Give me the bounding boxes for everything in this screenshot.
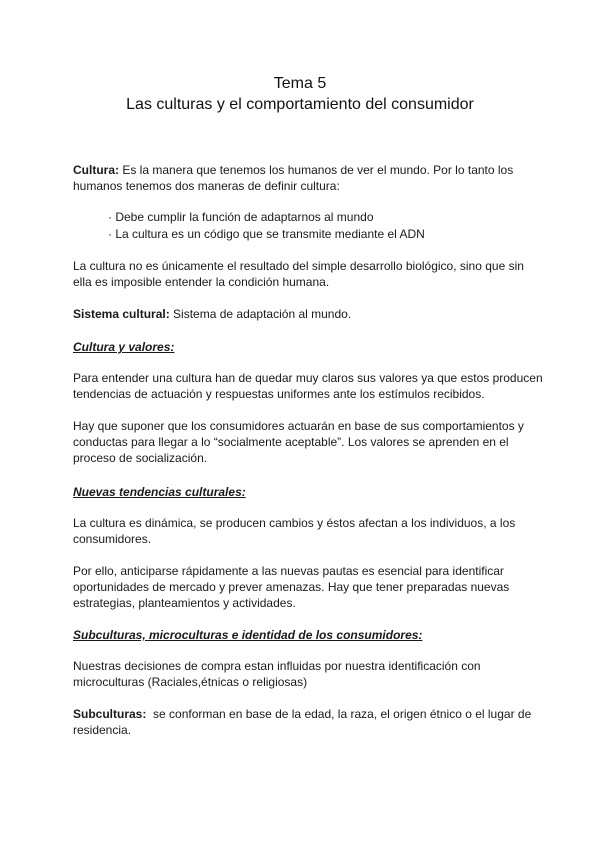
cultura-valores-p2: Hay que suponer que los consumidores actuarán en base de sus comportamientos y conductas para llegar a lo “socialmente aceptable”. Los valores se aprenden en el proceso de socialización. (73, 419, 524, 465)
cultura-text: Es la manera que tenemos los humanos de ver el mundo. Por lo tanto los humanos tenemos dos maneras de definir cultura: (73, 163, 514, 193)
subculturas-definition (73, 706, 543, 738)
cultura-valores-p1: Para entender una cultura han de quedar muy claros sus valores ya que estos producen tendencias de actuación y respuestas uniformes ante los estímulos recibidos. (73, 371, 543, 401)
list-item: · La cultura es un código que se transmite mediante el ADN (108, 227, 425, 241)
subculturas-section-heading: Subculturas, microculturas e identidad de los consumidores: (73, 628, 423, 642)
sistema-text: Sistema de adaptación al mundo. (169, 307, 352, 321)
nuevas-tendencias-heading: Nuevas tendencias culturales: (73, 485, 246, 499)
cultura-term: Cultura: (73, 163, 119, 177)
sistema-cultural-definition (73, 306, 543, 322)
list-item: · Debe cumplir la función de adaptarnos al mundo (108, 210, 374, 224)
nuevas-tendencias-p2: Por ello, anticiparse rápidamente a las nuevas pautas es esencial para identificar oportunidades de mercado y prever amenazas. Hay que tener preparadas nuevas estrategias, planteamientos y actividades. (73, 564, 510, 610)
biologico-paragraph: La cultura no es únicamente el resultado del simple desarrollo biológico, sino que sin ella es imposible entender la condición humana. (73, 259, 524, 289)
cultura-valores-heading: Cultura y valores: (73, 340, 175, 354)
subculturas-term: Subculturas: (73, 707, 147, 721)
nuevas-tendencias-p1: La cultura es dinámica, se producen cambios y éstos afectan a los individuos, a los consumidores. (73, 516, 516, 546)
page-title: Las culturas y el comportamiento del consumidor (126, 96, 474, 113)
subculturas-text: se conforman en base de la edad, la raza, el origen étnico o el lugar de residencia. (73, 707, 535, 737)
cultura-definition (73, 162, 543, 194)
subculturas-section-p1: Nuestras decisiones de compra estan influidas por nuestra identificación con microculturas (Raciales,étnicas o religiosas) (73, 659, 481, 689)
sistema-term: Sistema cultural: (73, 307, 170, 321)
cultura-bullet-list (108, 209, 528, 243)
topic-number: Tema 5 (273, 75, 327, 92)
